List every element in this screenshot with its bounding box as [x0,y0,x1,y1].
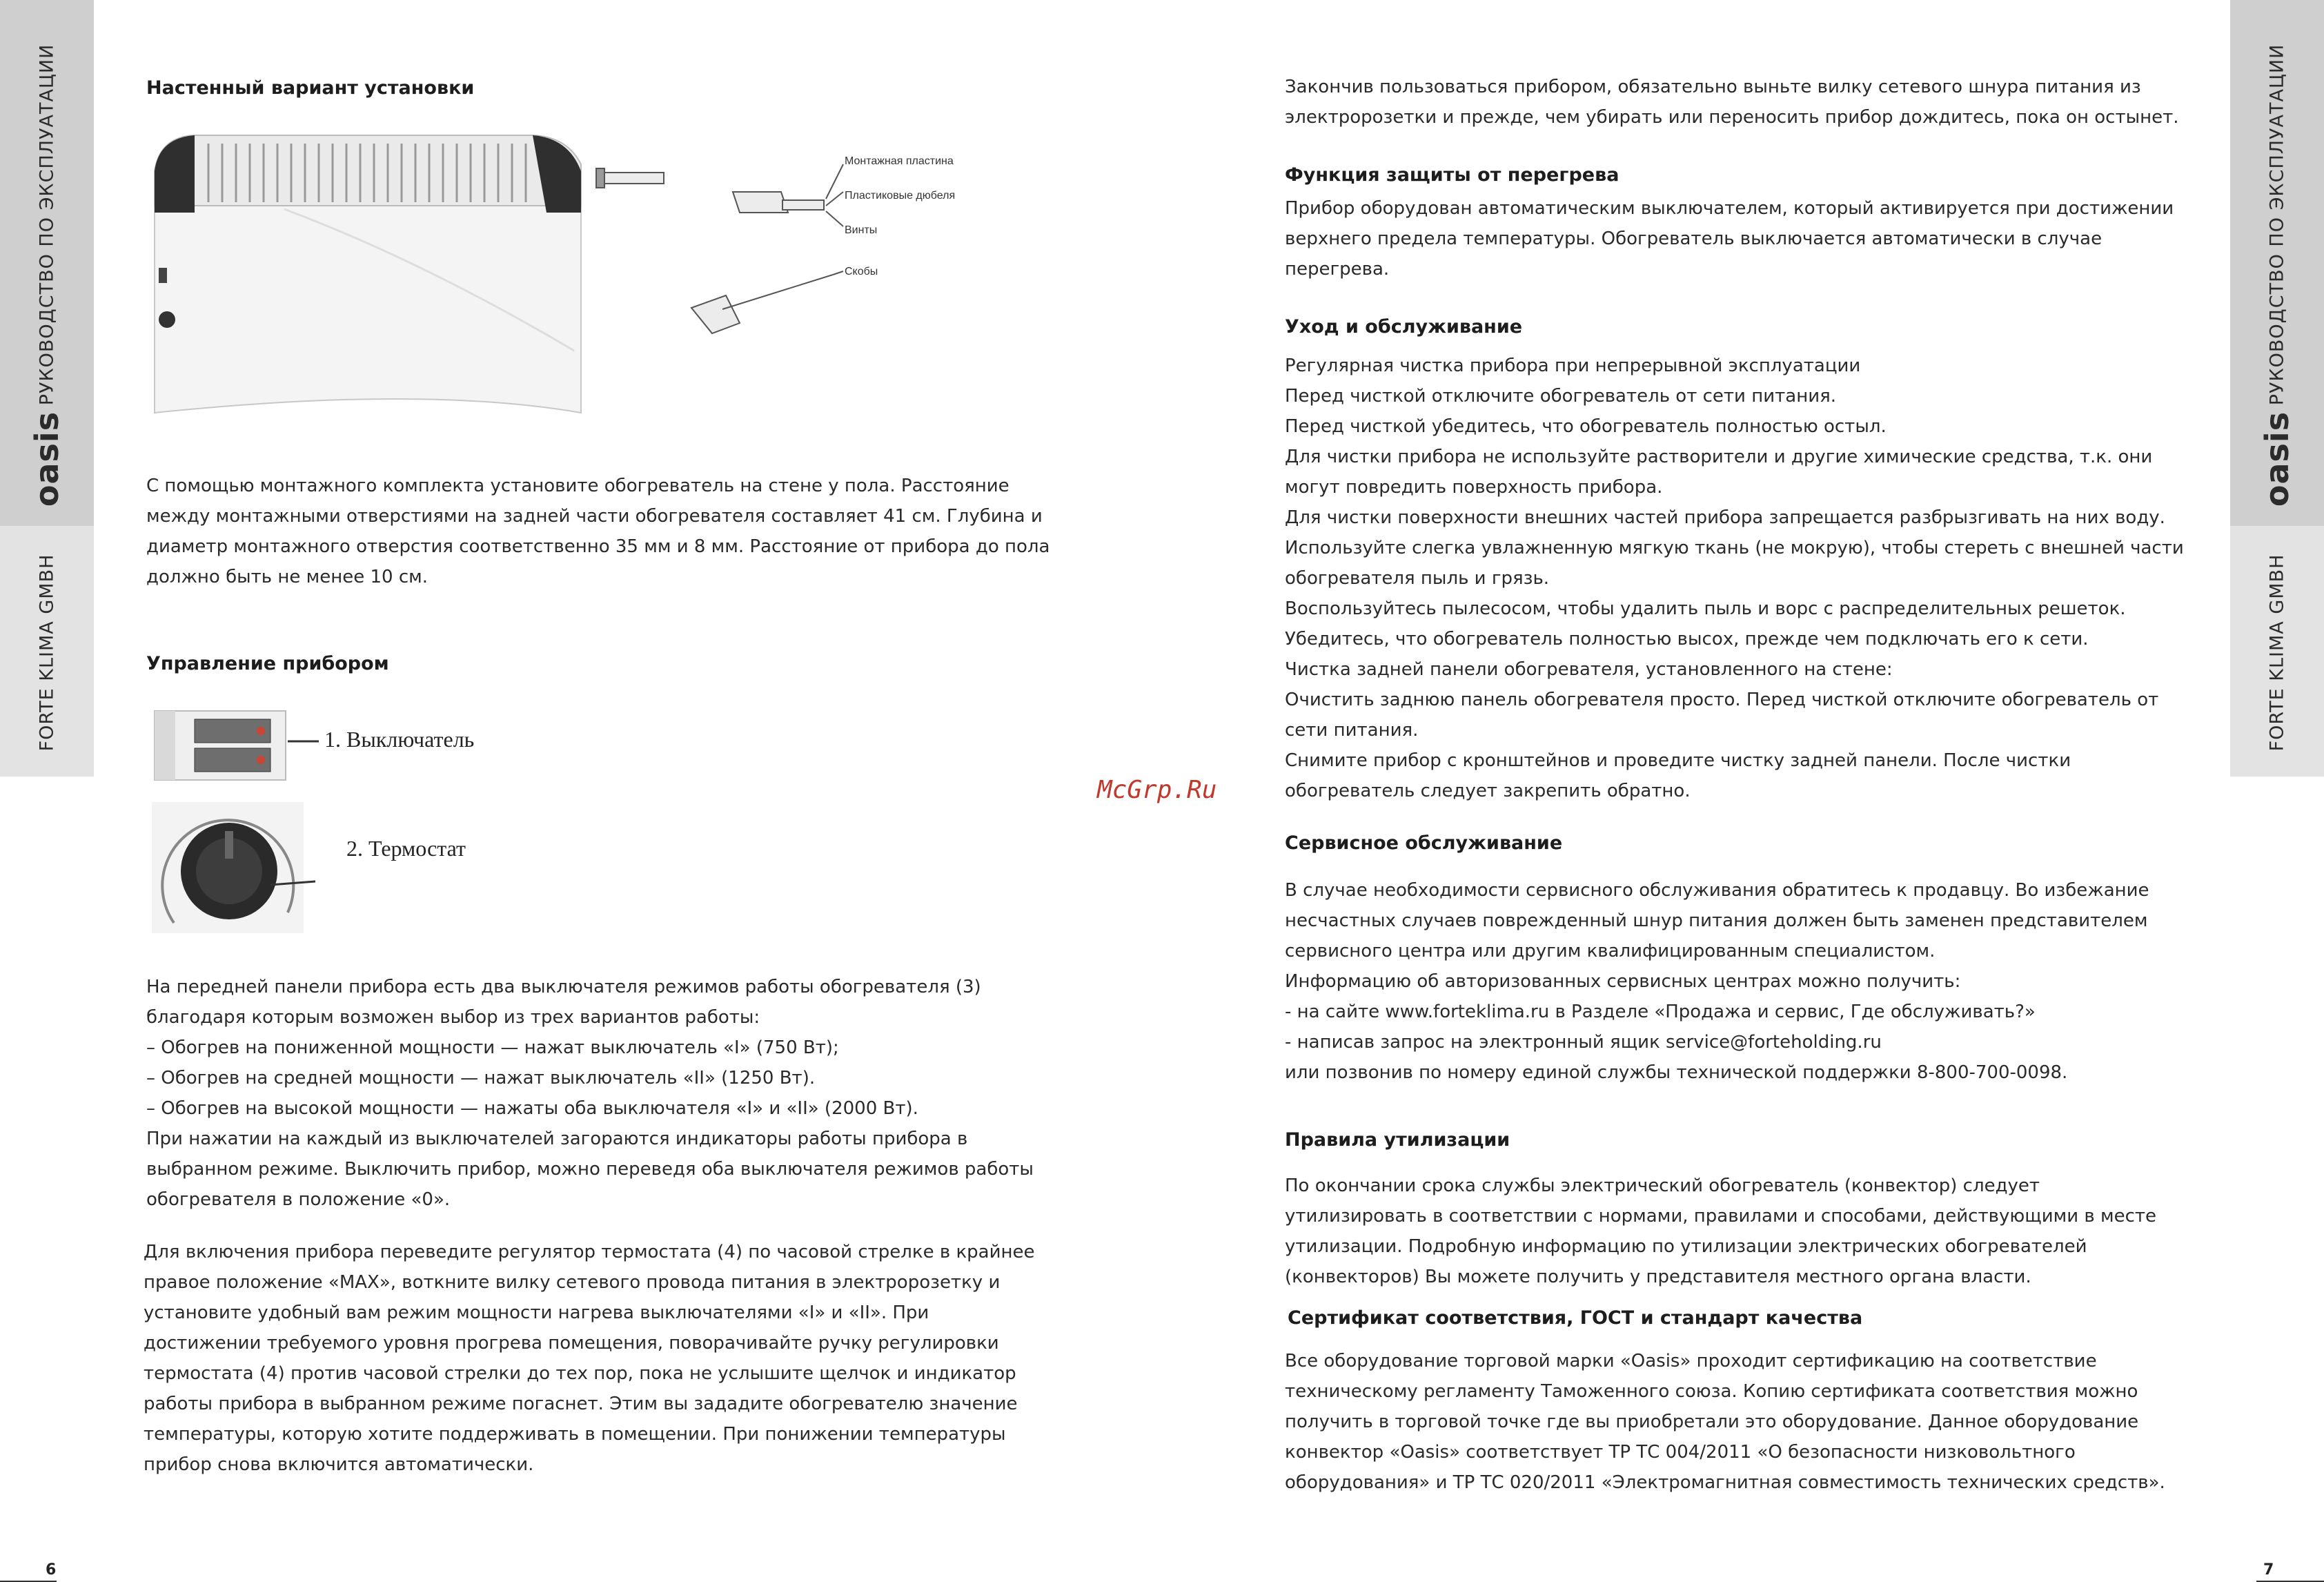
label-dowels: Пластиковые дюбеля [845,190,956,202]
page-number-left: 6 [46,1561,57,1579]
modes-text: На передней панели прибора есть два выключателя режимов работы обогревателя (3) благодаря которым возможен выбор из трех вариантов работы: – Обогрев на пониженной мощности — нажат выключатель «I» (750 Вт); – Обогрев на средней мощности — нажат выключатель «II» (1250 Вт). – Обогрев на высокой мощности — нажаты оба выключателя «I» и «II» (2000 Вт). При нажатии на каждый из выключателей загораются индикаторы работы прибора в выбранном режиме. Выключить прибор, можно переведя оба выключателя режимов работы обогревателя в положение «0». [146,977,1034,1210]
overheat-heading: Функция защиты от перегрева [1285,164,1619,186]
heater-illustration [155,135,581,413]
cert-heading: Сертификат соответствия, ГОСТ и стандарт качества [1288,1307,1863,1329]
page-number-right: 7 [2263,1561,2274,1579]
sidebar-manual-label: РУКОВОДСТВО ПО ЭКСПЛУАТАЦИИ [36,43,58,405]
service-text: В случае необходимости сервисного обслуживания обратитесь к продавцу. Во избежание несчастных случаев поврежденный шнур питания должен быть заменен представителем сервисного центра или другим квалифицированным специалистом. Информацию об авторизованных сервисных центрах можно получить: - на сайте www.forteklima.ru в Разделе «Продажа и сервис, Где обслуживать?» - написав запрос на электронный ящик service@forteholding.ru или позвонив по номеру единой службы технической поддержки 8-800-700-0098. [1285,880,2149,1083]
disposal-text: По окончании срока службы электрический обогреватель (конвектор) следует утилизировать в соответствии с нормами, правилами и способами, действующими в месте утилизации. Подробную информацию по утилизации электрических обогревателей (конвекторов) Вы можете получить у представителя местного органа власти. [1285,1175,2157,1287]
service-heading: Сервисное обслуживание [1285,832,1563,854]
wall-mount-heading: Настенный вариант установки [146,77,475,99]
label-screws: Винты [845,224,878,236]
sidebar-brand-logo: oasis [2258,411,2296,507]
wall-mount-text: С помощью монтажного комплекта установите обогреватель на стене у пола. Расстояние между монтажными отверстиями на задней части обогревателя составляет 41 см. Глубина и диаметр монтажного отверстия соответственно 35 мм и 8 мм. Расстояние от прибора до пола должно быть не менее 10 см. [146,476,1050,587]
switch-label: 1. Выключатель [324,727,475,752]
watermark-text: McGrp.Ru [1097,776,1217,804]
control-panel-figure [146,705,533,940]
left-sidebar [0,0,94,777]
sidebar-company-label: FORTE KLIMA GMBH [2266,554,2288,751]
sidebar-manual-label: РУКОВОДСТВО ПО ЭКСПЛУАТАЦИИ [2266,43,2288,405]
intro-text: Закончив пользоваться прибором, обязательно выньте вилку сетевого шнура питания из электророзетки и прежде, чем убирать или переносить прибор дождитесь, пока он остынет. [1285,77,2179,128]
label-plate: Монтажная пластина [845,155,954,167]
control-heading: Управление прибором [146,653,389,674]
thermostat-knob-illustration [152,802,315,933]
sidebar-brand-logo: oasis [28,411,66,507]
care-heading: Уход и обслуживание [1285,316,1523,338]
label-brackets: Скобы [845,266,878,277]
care-text: Регулярная чистка прибора при непрерывной эксплуатации Перед чисткой отключите обогреватель от сети питания. Перед чисткой убедитесь, что обогреватель полностью остыл. Для чистки прибора не используйте растворители и другие химические средства, т.к. они могут повредить поверхность прибора. Для чистки поверхности внешних частей прибора запрещается разбрызгивать на них воду. Используйте слегка увлажненную мягкую ткань (не мокрую), чтобы стереть с внешней части обогревателя пыль и грязь. Воспользуйтесь пылесосом, чтобы удалить пыль и ворс с распределительных решеток. Убедитесь, что обогреватель полностью высох, прежде чем подключать его к сети. Чистка задней панели обогревателя, установленного на стене: Очистить заднюю панель обогревателя просто. Перед чисткой отключите обогреватель от сети питания. Снимите прибор с кронштейнов и проведите чистку задней панели. После чистки обогреватель следует закрепить обратно. [1285,355,2184,801]
thermostat-label: 2. Термостат [346,836,466,861]
thermostat-text: Для включения прибора переведите регулятор термостата (4) по часовой стрелке в крайнее правое положение «MAX», воткните вилку сетевого провода питания в электророзетку и установите удобный вам режим мощности нагрева выключателями «I» и «II». При достижении требуемого уровня прогрева помещения, поворачивайте ручку регулировки термостата (4) против часовой стрелки до тех пор, пока не услышите щелчок и индикатор работы прибора в выбранном режиме погаснет. Этим вы зададите обогревателю значение температуры, которую хотите поддерживать в помещении. При понижении температуры прибор снова включится автоматически. [144,1242,1035,1475]
sidebar-company-label: FORTE KLIMA GMBH [36,554,58,751]
disposal-heading: Правила утилизации [1285,1129,1510,1151]
overheat-text: Прибор оборудован автоматическим выключателем, который активируется при достижении верхнего предела температуры. Обогреватель выключается автоматически в случае перегрева. [1285,198,2174,280]
wall-mount-figure [146,123,956,427]
right-sidebar [2230,0,2324,777]
cert-text: Все оборудование торговой марки «Oasis» проходит сертификацию на соответствие техническому регламенту Таможенного союза. Копию сертификата соответствия можно получить в торговой точке где вы приобретали это оборудование. Данное оборудование конвектор «Oasis» соответствует ТР ТС 004/2011 «О безопасности низковольтного оборудования» и ТР ТС 020/2011 «Электромагнитная совместимость технических средств». [1285,1351,2165,1493]
